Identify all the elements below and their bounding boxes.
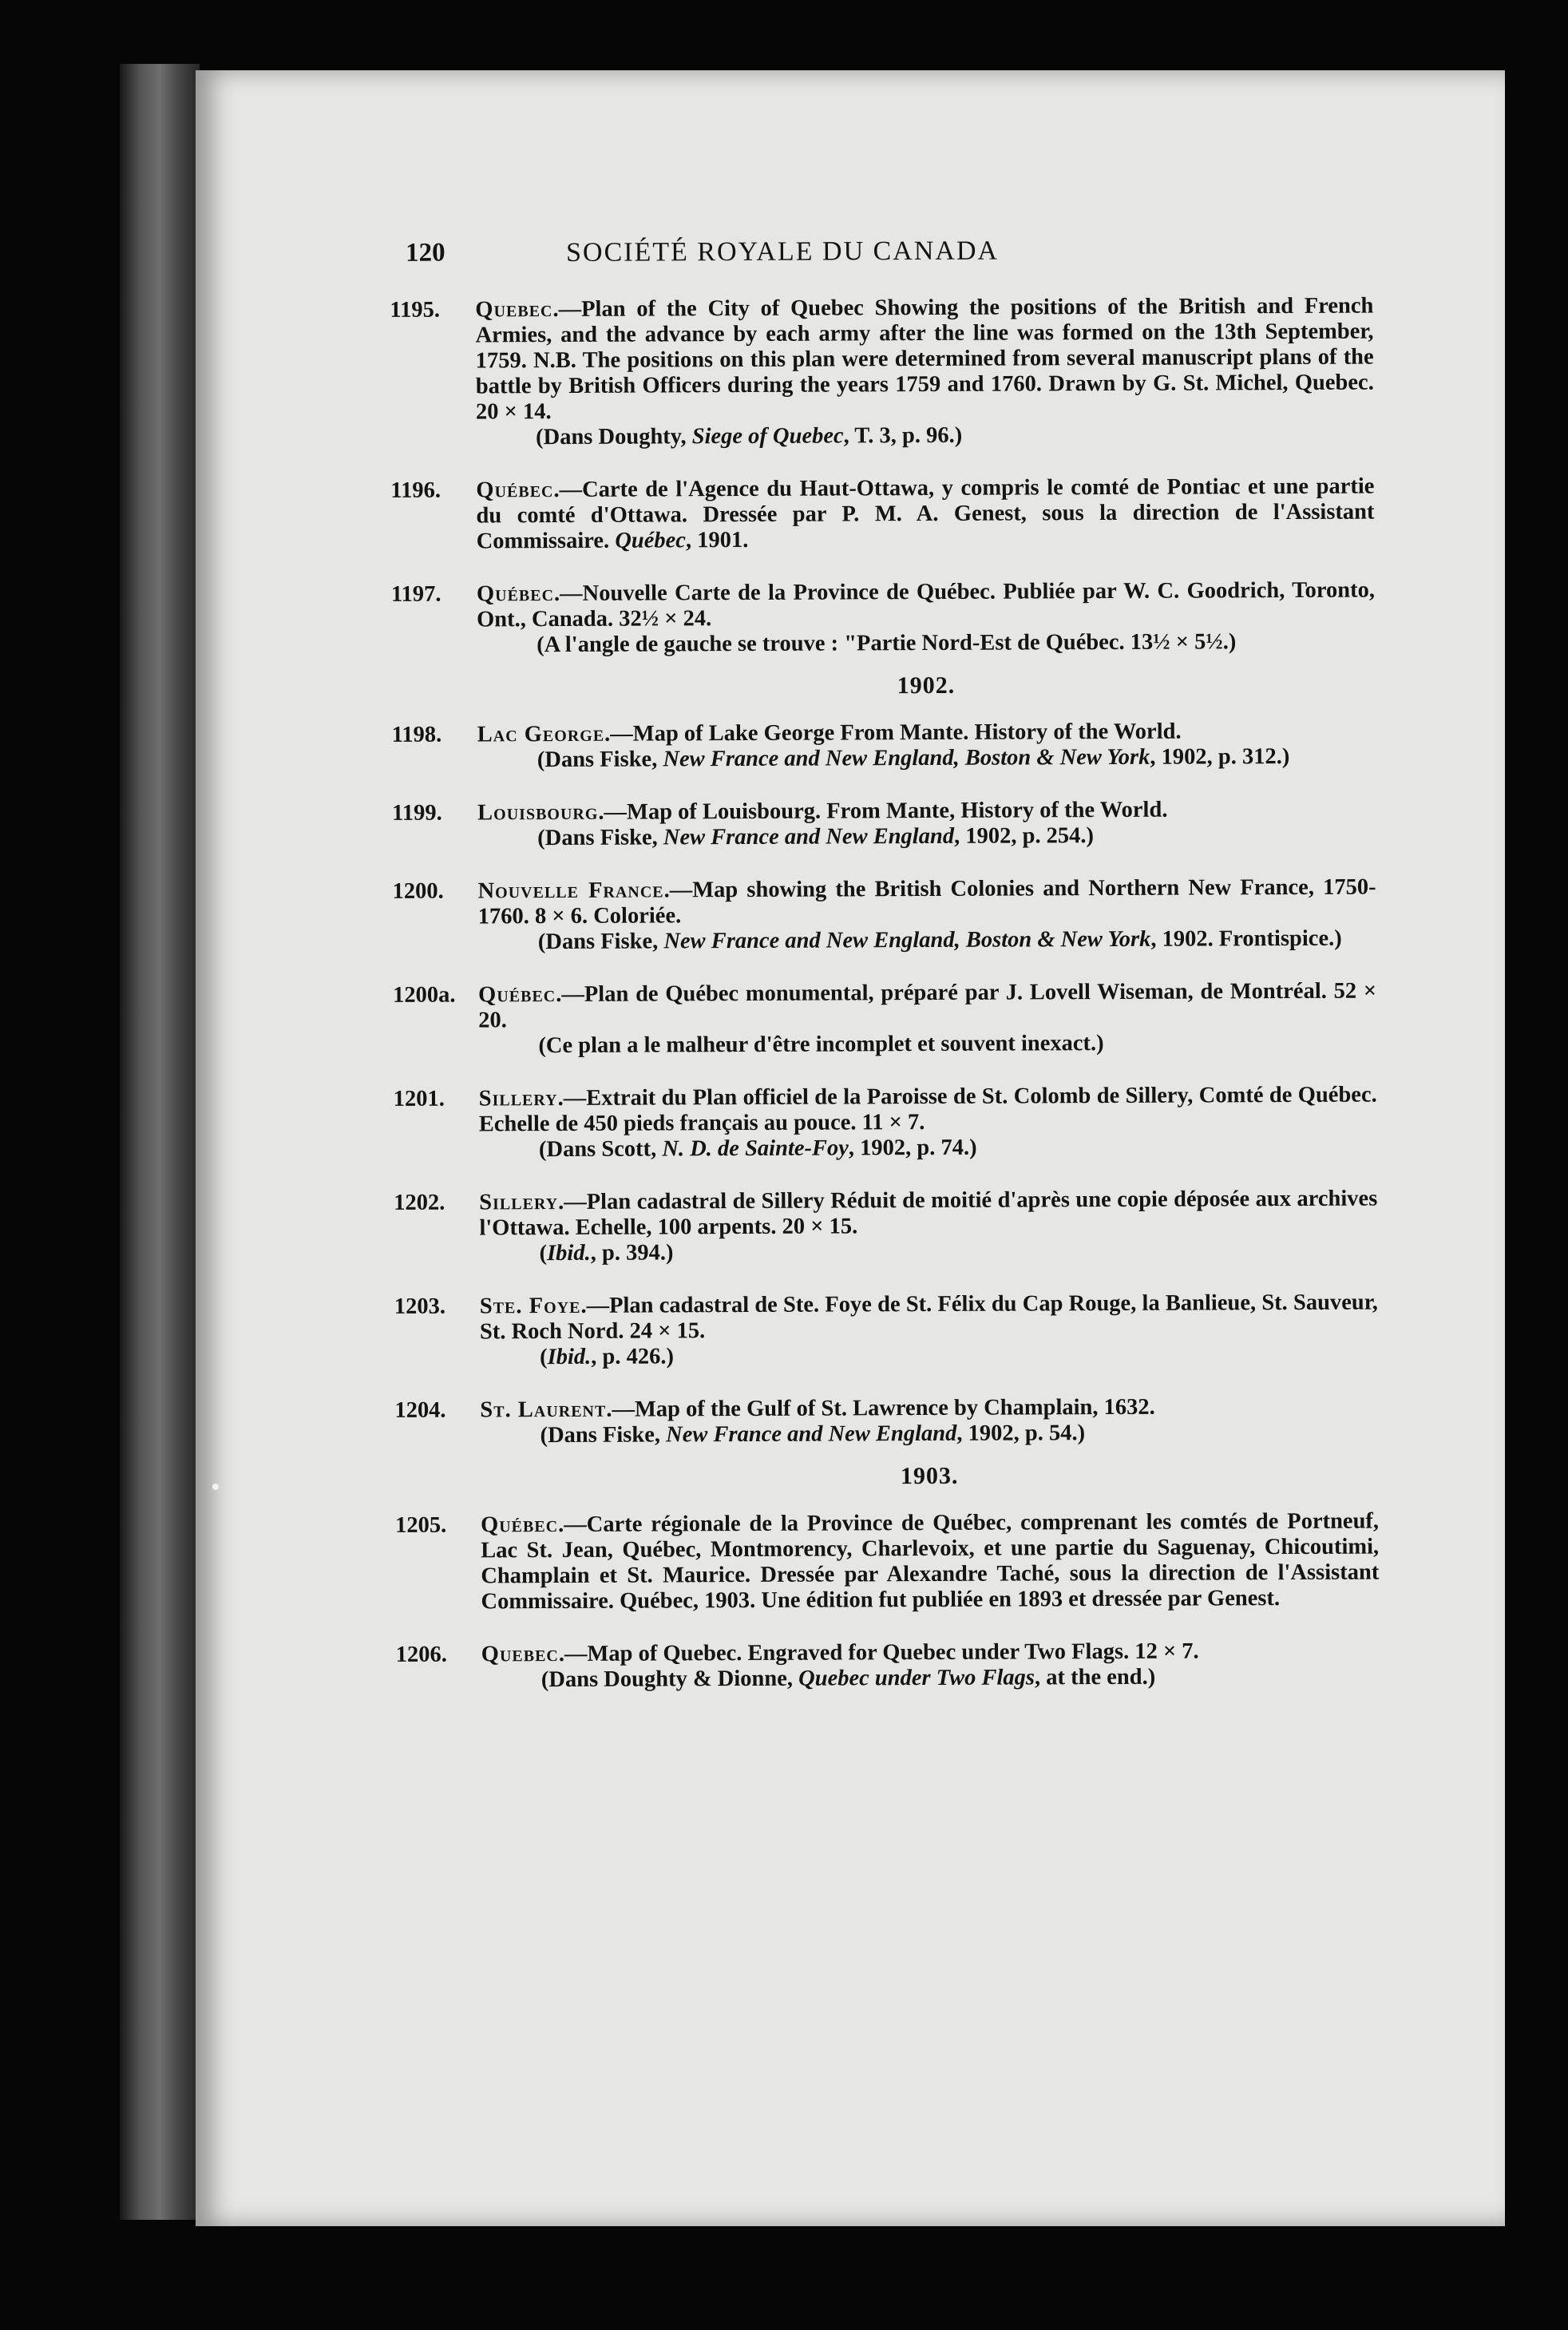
source-title: Ibid. bbox=[547, 1344, 592, 1370]
catalog-entry: 1196. Québec.—Carte de l'Agence du Haut-Ottawa, y compris le comté de Pontiac et une partie du comté d'Ottawa. Dressée par P. M. A. Genest, sous la direction de l'Assistant Commissaire. Québec, 1901. bbox=[390, 474, 1375, 554]
entry-place: Lac George bbox=[477, 721, 605, 747]
entry-number: 1200. bbox=[392, 878, 444, 904]
entry-text: .—Map of Louisbourg. From Mante, History of the World. bbox=[598, 797, 1168, 825]
book-spine bbox=[120, 64, 200, 2220]
entry-place: Sillery bbox=[479, 1190, 559, 1215]
page-number: 120 bbox=[405, 238, 445, 267]
entry-place: Québec bbox=[476, 581, 555, 607]
entry-number: 1201. bbox=[393, 1086, 445, 1112]
entry-source: (Dans Fiske, New France and New England, Boston & New York, 1902. Frontispice.) bbox=[537, 925, 1342, 955]
entry-number: 1198. bbox=[391, 722, 442, 747]
catalog-entry bbox=[194, 797, 1376, 853]
entry-text: .—Map of the Gulf of St. Lawrence by Champlain, 1632. bbox=[606, 1394, 1155, 1422]
entry-number: 1205. bbox=[394, 1512, 447, 1538]
entry-number: 1196. bbox=[390, 477, 441, 503]
entry-source: (Dans Fiske, New France and New England, 1902, p. 54.) bbox=[540, 1421, 1086, 1448]
entry-source: (Ibid., p. 426.) bbox=[540, 1344, 675, 1370]
entry-text: .—Carte de l'Agence du Haut-Ottawa, y compris le comté de Pontiac et une partie du comté d'Ottawa. Dressée par P. M. A. Genest, sous la direction de l'Assistant Commissaire. bbox=[476, 474, 1375, 554]
source-title: Ibid. bbox=[546, 1240, 591, 1266]
entry-text: .—Carte régionale de la Province de Québec, comprenant les comtés de Portneuf, Lac St. Jean, Québec, Montmorency, Charlevoix, et une partie du Saguenay, Chicoutimi, Champlain et St. Maurice. Dressée par Alexandre Taché, sous la direction de l'Assistant Commissaire. Québec, 1903. Une édition fut publiée en 1893 et dressée par Genest. bbox=[481, 1508, 1380, 1615]
entry-source: (Ibid., p. 394.) bbox=[539, 1240, 674, 1266]
entry-source: (A l'angle de gauche se trouve : "Partie Nord-Est de Québec. 13½ × 5½.) bbox=[537, 629, 1237, 658]
running-head bbox=[192, 235, 1373, 287]
catalog-entry bbox=[197, 1509, 1380, 1616]
entry-text: .—Map showing the British Colonies and Northern New France, 1750-1760. 8 × 6. Coloriée. bbox=[477, 874, 1376, 929]
source-title: New France and New England bbox=[666, 1421, 957, 1448]
entry-number: 1197. bbox=[390, 581, 441, 607]
entry-source: (Ce plan a le malheur d'être incomplet et souvent inexact.) bbox=[538, 1031, 1104, 1059]
catalog-entry bbox=[196, 1290, 1378, 1372]
source-title: N. D. de Sainte-Foy bbox=[662, 1135, 849, 1162]
year-heading: 1902. bbox=[897, 672, 956, 699]
entry-place: Ste. Foye bbox=[479, 1293, 581, 1319]
entry-number: 1195. bbox=[390, 297, 441, 323]
catalog-entry bbox=[196, 1394, 1378, 1450]
journal-title: SOCIÉTÉ ROYALE DU CANADA bbox=[566, 236, 1000, 267]
entry-text: .—Nouvelle Carte de la Province de Québec. Publiée par W. C. Goodrich, Toronto, Ont., Canada. 32½ × 24. bbox=[477, 577, 1375, 632]
entry-text: .—Map of Quebec. Engraved for Quebec under Two Flags. 12 × 7. bbox=[558, 1639, 1199, 1667]
entry-text: .—Plan of the City of Quebec Showing the positions of the British and French Armies, and the advance by each army after the line was formed on the 13th September, 1759. N.B. The positions on this plan were determined from several manuscript plans of the battle by British Officers during the years 1759 and 1760. Drawn by G. St. Michel, Quebec. 20 × 14. bbox=[475, 293, 1374, 425]
entry-number: 1204. bbox=[394, 1397, 446, 1423]
entry-number: 1206. bbox=[395, 1642, 447, 1667]
catalog-entry bbox=[196, 1083, 1377, 1164]
entry-text-italic: Québec bbox=[615, 528, 686, 553]
page-text bbox=[192, 235, 1380, 1722]
catalog-entry bbox=[192, 294, 1374, 452]
catalog-entry bbox=[198, 1639, 1380, 1694]
entry-number: 1199. bbox=[392, 800, 442, 826]
catalog-entry bbox=[194, 875, 1376, 957]
entry-source: (Dans Fiske, New France and New England, Boston & New York, 1902, p. 312.) bbox=[537, 744, 1290, 773]
entry-place: Quebec bbox=[481, 1642, 559, 1667]
entry-place: Québec bbox=[480, 1512, 559, 1538]
entry-source: (Dans Fiske, New France and New England, 1902, p. 254.) bbox=[537, 823, 1095, 851]
source-title: Siege of Quebec bbox=[691, 423, 844, 450]
source-title: New France and New England, Boston & New York bbox=[663, 926, 1151, 954]
source-title: New France and New England, Boston & New York bbox=[663, 744, 1150, 772]
year-heading: 1903. bbox=[900, 1462, 959, 1490]
entry-source: (Dans Scott, N. D. de Sainte-Foy, 1902, p. 74.) bbox=[538, 1135, 977, 1163]
entry-place: Quebec bbox=[475, 297, 553, 323]
source-title: Quebec under Two Flags bbox=[798, 1665, 1035, 1691]
entry-number: 1203. bbox=[394, 1294, 446, 1319]
entry-place: St. Laurent bbox=[480, 1397, 607, 1423]
entry-place: Québec bbox=[478, 982, 556, 1008]
catalog-entry bbox=[193, 578, 1375, 660]
catalog-entry bbox=[196, 1187, 1377, 1268]
entry-source: (Dans Doughty & Dionne, Quebec under Two Flags, at the end.) bbox=[540, 1664, 1156, 1693]
entry-number: 1200a. bbox=[393, 982, 456, 1008]
entry-source: (Dans Doughty, Siege of Quebec, T. 3, p. 96.) bbox=[536, 422, 963, 450]
catalog-entry bbox=[194, 719, 1376, 775]
entry-place: Nouvelle France bbox=[477, 878, 664, 904]
entry-text: .—Plan cadastral de Sillery Réduit de moitié d'après une copie déposée aux archives l'Ottawa. Echelle, 100 arpents. 20 × 15. bbox=[479, 1186, 1378, 1241]
entry-number: 1202. bbox=[394, 1190, 445, 1215]
source-title: New France and New England bbox=[663, 823, 955, 850]
entry-place: Québec bbox=[476, 477, 554, 503]
entry-text: .—Plan de Québec monumental, préparé par J. Lovell Wiseman, de Montréal. 52 × 20. bbox=[478, 978, 1377, 1033]
entry-text: .—Extrait du Plan officiel de la Paroisse de St. Colomb de Sillery, Comté de Québec. Echelle de 450 pieds français au pouce. 11 × 7. bbox=[478, 1082, 1377, 1137]
entry-text: .—Plan cadastral de Ste. Foye de St. Félix du Cap Rouge, la Banlieue, St. Sauveur, St. Roch Nord. 24 × 15. bbox=[479, 1290, 1378, 1345]
entry-place: Louisbourg bbox=[477, 799, 599, 826]
entry-text: .—Map of Lake George From Mante. History of the World. bbox=[604, 719, 1182, 747]
catalog-entry bbox=[195, 979, 1376, 1060]
entry-place: Sillery bbox=[478, 1086, 558, 1112]
